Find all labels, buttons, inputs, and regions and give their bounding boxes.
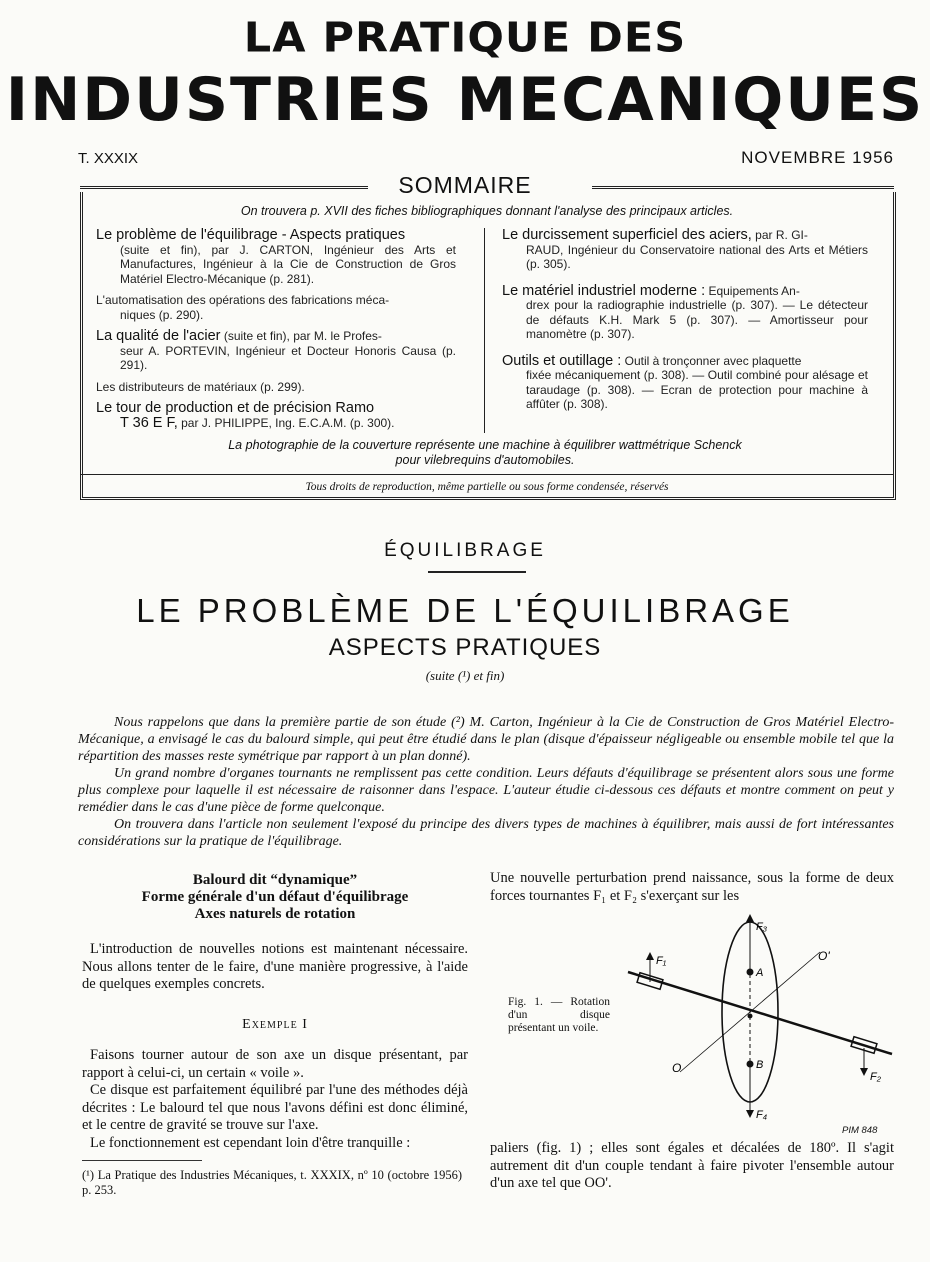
article-title: LE PROBLÈME DE L'ÉQUILIBRAGE xyxy=(136,592,794,629)
point-a xyxy=(747,969,754,976)
toc-item-detail: seur A. PORTEVIN, Ingénieur et Docteur Honoris Causa (p. 291). xyxy=(120,343,456,372)
left-column xyxy=(82,872,468,1152)
label-f4: F₄ xyxy=(756,1109,768,1121)
toc-item[interactable] xyxy=(96,329,456,373)
disc-center xyxy=(748,1014,753,1019)
toc-item-title: Les distributeurs de matériaux (p. 299). xyxy=(96,379,305,394)
label-b: B xyxy=(756,1059,764,1071)
force-f4-arrowhead xyxy=(746,1110,754,1118)
toc-item-title: La qualité de l'acier xyxy=(96,328,221,344)
toc-item-title: Le tour de production et de précision Ramo xyxy=(96,400,375,416)
article-subtitle: ASPECTS PRATIQUES xyxy=(328,634,602,661)
footnote-rule xyxy=(82,1160,202,1161)
figure-caption: Fig. 1. — Rotation d'un disque présentant un voile. xyxy=(508,996,610,1034)
label-a: A xyxy=(756,967,764,979)
heading-line-3: Axes naturels de rotation xyxy=(194,906,356,922)
toc-item-detail-inline: Outil à tronçonner avec plaquette xyxy=(621,353,802,368)
force-f2-arrowhead xyxy=(860,1068,868,1076)
toc-item-detail: niques (p. 290). xyxy=(120,307,204,322)
cover-note-line-2: pour vilebrequins d'automobiles. xyxy=(395,453,575,467)
toc-item[interactable] xyxy=(96,228,456,286)
masthead-line-1: LA PRATIQUE DES xyxy=(243,14,687,62)
toc-item-detail-inline: par R. GI- xyxy=(751,228,808,242)
issue-date: NOVEMBRE 1956 xyxy=(741,148,894,167)
toc-item[interactable] xyxy=(502,228,868,272)
toc-item-title: L'automatisation des opérations des fabrications méca- xyxy=(96,293,390,307)
volume-number: T. XXXIX xyxy=(78,150,139,167)
toc-item-title: Le problème de l'équilibrage - Aspects pratiques xyxy=(96,227,406,243)
figure-reference: PIM 848 xyxy=(842,1125,878,1136)
sommaire-title: SOMMAIRE xyxy=(398,172,532,198)
section-label: ÉQUILIBRAGE xyxy=(384,540,546,561)
toc-item[interactable] xyxy=(96,293,456,322)
article-abstract xyxy=(78,714,894,850)
toc-item-detail: RAUD, Ingénieur du Conservatoire national des Arts et Métiers (p. 305). xyxy=(526,242,868,271)
figure-1-diagram xyxy=(620,912,900,1142)
heading-line-2: Forme générale d'un défaut d'équilibrage xyxy=(141,889,409,905)
section-rule xyxy=(428,571,526,573)
toc-item-detail-inline: par J. PHILIPPE, Ing. E.C.A.M. (p. 300). xyxy=(177,415,395,430)
rights-rule xyxy=(80,474,894,475)
toc-item-title: Le matériel industriel moderne : xyxy=(502,282,706,299)
force-f3-arrowhead xyxy=(746,914,754,922)
label-o-prime: O' xyxy=(818,949,830,963)
toc-left-column xyxy=(96,228,456,437)
label-f3: F₃ xyxy=(756,921,768,933)
toc-item-title: Le durcissement superficiel des aciers, xyxy=(502,227,752,243)
sommaire-column-divider xyxy=(484,228,485,433)
label-f1: F₁ xyxy=(656,955,667,967)
masthead-line-2: INDUSTRIES MECANIQUES xyxy=(5,65,925,135)
body-paragraph: L'introduction de nouvelles notions est maintenant nécessaire. Nous allons tenter de le faire, d'une manière progressive, à l'aide de quelques exemples concrets. xyxy=(82,941,468,992)
cover-note-line-1: La photographie de la couverture représente une machine à équilibrer wattmétrique Schenck xyxy=(228,438,742,452)
footnote: (¹) La Pratique des Industries Mécaniques, t. XXXIX, nº 10 (octobre 1956) p. 253. xyxy=(82,1168,462,1197)
toc-item[interactable] xyxy=(502,284,868,342)
toc-item[interactable] xyxy=(96,401,456,430)
cover-note xyxy=(100,438,870,468)
example-heading: Exemple I xyxy=(242,1016,308,1032)
toc-item-detail-inline: (suite et fin), par M. le Profes- xyxy=(220,329,382,343)
rights-notice: Tous droits de reproduction, même partielle ou sous forme condensée, réservés xyxy=(305,481,669,493)
toc-item-title-2: T 36 E F, xyxy=(120,414,178,431)
heading-line-1: Balourd dit “dynamique” xyxy=(192,872,358,888)
article-continued: (suite (¹) et fin) xyxy=(425,668,505,683)
toc-item-detail: (suite et fin), par J. CARTON, Ingénieur des Arts et Manufactures, Ingénieur à la Cie de Construction de Gros Matériel Electro-Mécanique (p. 281). xyxy=(120,242,456,286)
label-f2: F₂ xyxy=(870,1071,881,1083)
sommaire-intro: On trouvera p. XVII des fiches bibliographiques donnant l'analyse des principaux articles. xyxy=(240,204,734,218)
body-paragraph: paliers (fig. 1) ; elles sont égales et décalées de 180º. Il s'agit autrement dit d'un couple tendant à faire pivoter l'ensemble autour d'un axe tel que OO'. xyxy=(490,1140,894,1191)
point-b xyxy=(747,1061,754,1068)
toc-right-column xyxy=(502,228,868,419)
abstract-paragraph: On trouvera dans l'article non seulement l'exposé du principe des divers types de machines à équilibrer, mais aussi de fort intéressantes considérations sur la pratique de l'équilibrage. xyxy=(78,817,894,849)
toc-item[interactable] xyxy=(502,354,868,412)
abstract-paragraph: Un grand nombre d'organes tournants ne remplissent pas cette condition. Leurs défauts d'équilibrage se présentent alors sous une forme plus complexe pour laquelle il est nécessaire de raisonner dans l'espace. L'auteur étudie ci-dessous ces défauts et montre comment on peut y remédier dans le cas d'une pièce de forme quelconque. xyxy=(78,766,894,815)
body-paragraph: Une nouvelle perturbation prend naissance, sous la forme de deux forces tournantes F₁ et F₂ s'exerçant sur les xyxy=(490,870,894,904)
toc-item-detail: fixée mécaniquement (p. 308). — Outil combiné pour alésage et taraudage (p. 308). — Ecran de protection pour machine à affûter (p. 308). xyxy=(526,368,868,411)
toc-item-detail: drex pour la radiographie industrielle (p. 307). — Le détecteur de défauts K.H. Mark 5 (p. 307). — Amortisseur pour manomètre (p. 307). xyxy=(526,298,868,341)
toc-item-detail-inline: Equipements An- xyxy=(705,283,800,298)
body-paragraph: Ce disque est parfaitement équilibré par l'une des méthodes déjà décrites : Le balourd tel que nous l'avons défini est donc éliminé, et le centre de gravité se trouve sur l'axe. xyxy=(82,1082,468,1133)
label-o: O xyxy=(672,1061,682,1075)
body-paragraph: Faisons tourner autour de son axe un disque présentant, par rapport à celui-ci, un certain « voile ». xyxy=(82,1047,468,1081)
toc-item-title: Outils et outillage : xyxy=(502,352,622,369)
toc-item[interactable] xyxy=(96,380,456,395)
abstract-paragraph: Nous rappelons que dans la première partie de son étude (²) M. Carton, Ingénieur à la Cie de Construction de Gros Matériel Electro-Mécanique, a envisagé le cas du balourd simple, qui peut être étudié dans le plan (disque d'épaisseur négligeable ou ensemble mobile tel que la répartition des masses reste symétrique par rapport à un plan donné). xyxy=(78,715,894,764)
body-paragraph: Le fonctionnement est cependant loin d'être tranquille : xyxy=(90,1134,411,1151)
force-f1-arrowhead xyxy=(646,952,654,960)
